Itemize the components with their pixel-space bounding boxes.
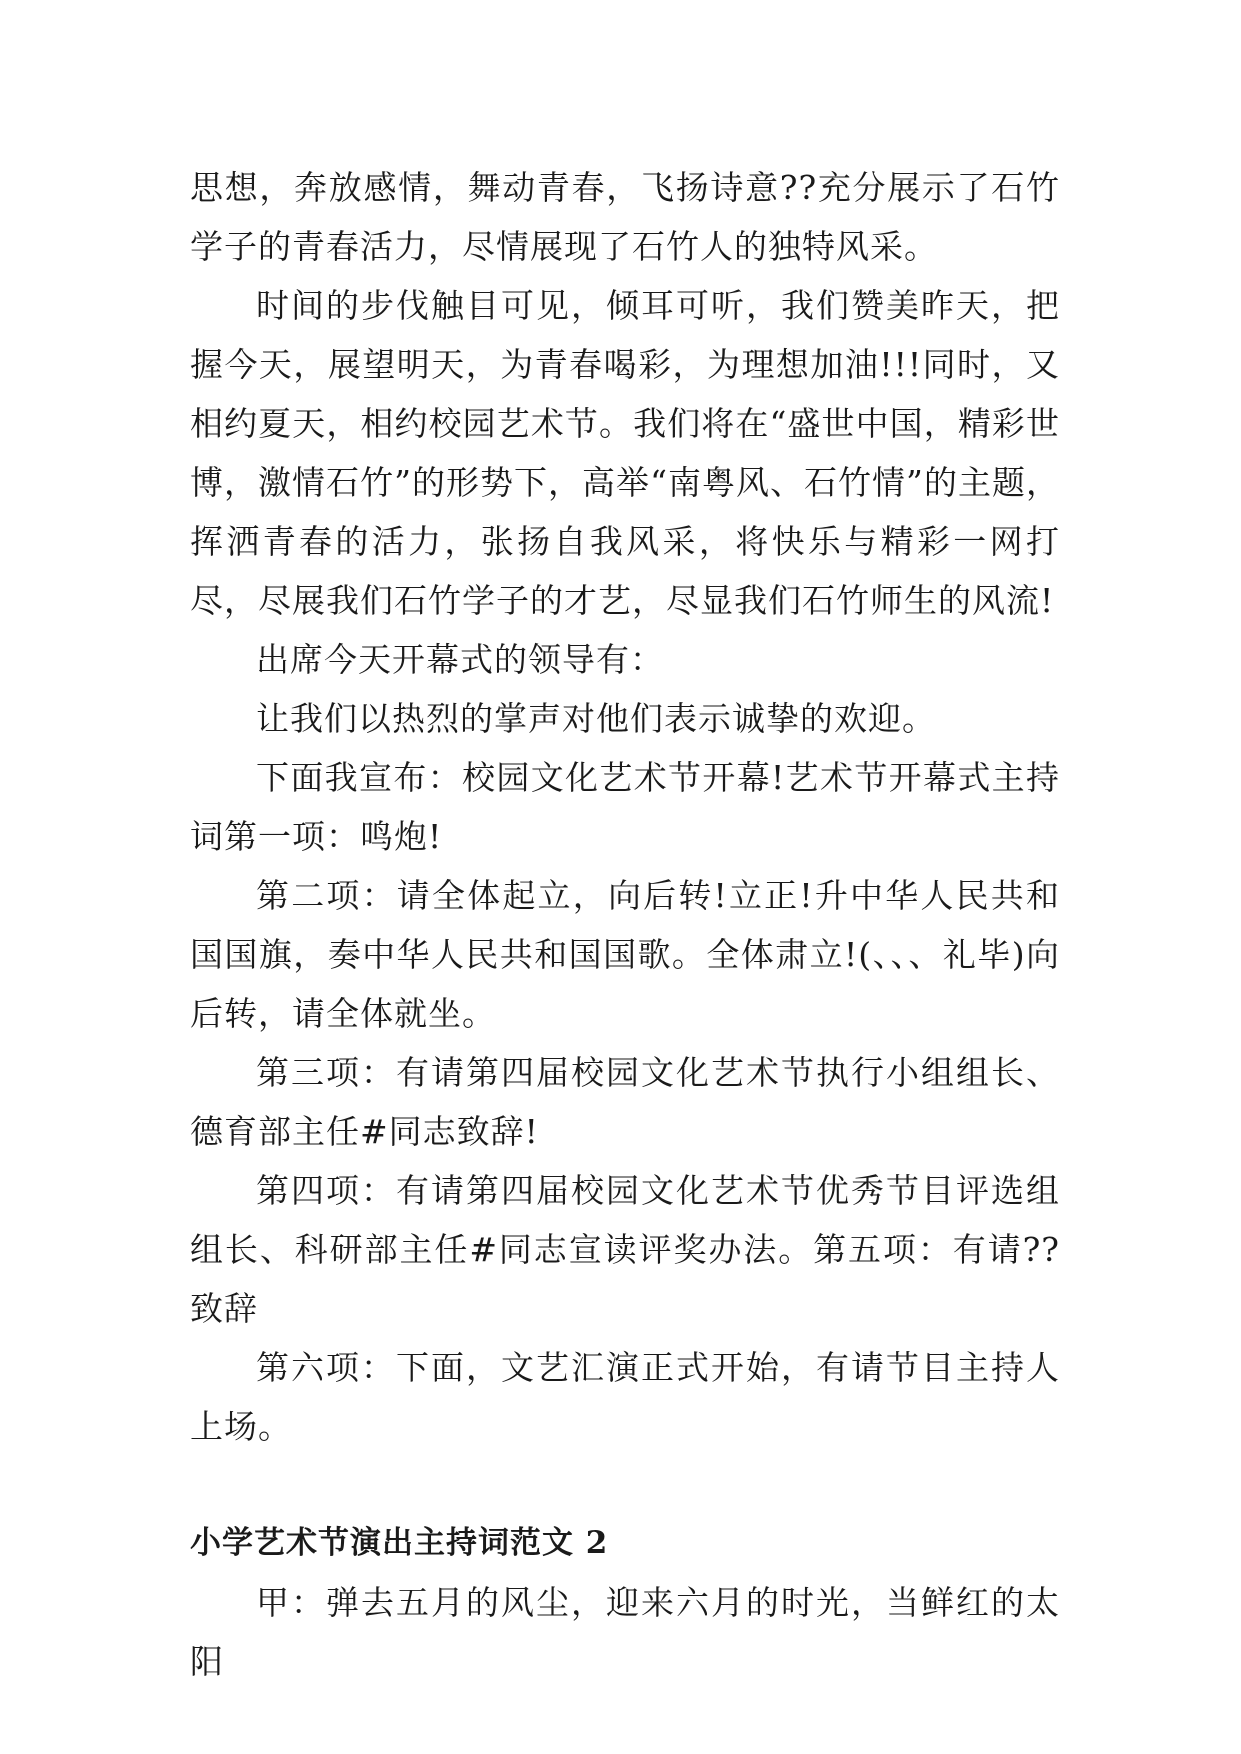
paragraph-5: 下面我宣布：校园文化艺术节开幕!艺术节开幕式主持词第一项：鸣炮! xyxy=(190,758,1060,856)
paragraph-10: 甲：弹去五月的风尘，迎来六月的时光，当鲜红的太阳 xyxy=(190,1583,1060,1681)
paragraph-9: 第六项：下面，文艺汇演正式开始，有请节目主持人上场。 xyxy=(190,1348,1060,1446)
section-heading: 小学艺术节演出主持词范文 2 xyxy=(190,1525,609,1561)
paragraph-1: 思想，奔放感情，舞动青春，飞扬诗意??充分展示了石竹学子的青春活力，尽情展现了石竹人的独特风采。 xyxy=(190,168,1060,266)
paragraph-3: 出席今天开幕式的领导有： xyxy=(256,640,664,679)
paragraph-6: 第二项：请全体起立，向后转!立正!升中华人民共和国国旗，奏中华人民共和国国歌。全体肃立!(、、、礼毕)向后转，请全体就坐。 xyxy=(190,876,1060,1033)
paragraph-8: 第四项：有请第四届校园文化艺术节优秀节目评选组组长、科研部主任#同志宣读评奖办法。第五项：有请??致辞 xyxy=(190,1171,1060,1328)
paragraph-7: 第三项：有请第四届校园文化艺术节执行小组组长、德育部主任#同志致辞! xyxy=(190,1053,1060,1151)
paragraph-4: 让我们以热烈的掌声对他们表示诚挚的欢迎。 xyxy=(256,699,936,738)
document-page xyxy=(190,158,1060,1691)
paragraph-2: 时间的步伐触目可见，倾耳可听，我们赞美昨天，把握今天，展望明天，为青春喝彩，为理想加油!!!同时，又相约夏天，相约校园艺术节。我们将在“盛世中国，精彩世博，激情石竹”的形势下，高举“南粤风、石竹情”的主题，挥洒青春的活力，张扬自我风采，将快乐与精彩一网打尽，尽展我们石竹学子的才艺，尽显我们石竹师生的风流! xyxy=(190,286,1060,620)
